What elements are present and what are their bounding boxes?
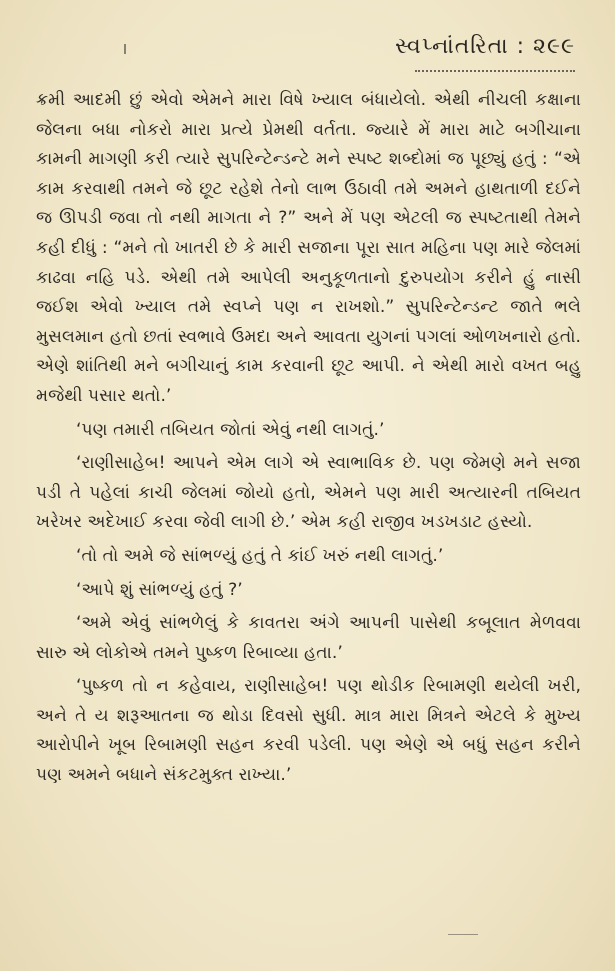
footer-mark — [448, 934, 478, 935]
running-header: સ્વપ્નાંતરિતા : ૨૯૯ — [395, 34, 575, 59]
paragraph-7: ‘પુષ્કળ તો ન કહેવાય, રાણીસાહેબ! પણ થોડીક રિબામણી થયેલી ખરી, અને તે ય શરૂઆતના જ થોડા દિવસો સુધી. માત્ર મારા મિત્રને એટલે કે મુખ્ય આરોપીને ખૂબ રિબામણી સહન કરવી પડેલી. પણ એણે એ બધું સહન કરીને પણ અમને બધાને સંકટમુક્ત રાખ્યા.’ — [36, 676, 581, 786]
paragraph-5: ‘આપે શું સાંભળ્યું હતું ?’ — [76, 579, 243, 600]
header-rule — [415, 70, 575, 72]
page-body — [36, 86, 581, 795]
paragraph-1: ક્રમી આદમી છું એવો એમને મારા વિષે ખ્યાલ બંધાયેલો. એથી નીચલી કક્ષાના જેલના બધા નોકરો મારા પ્રત્યે પ્રેમથી વર્તતા. જ્યારે મેં મારા માટે બગીચાના કામની માગણી કરી ત્યારે સુપરિન્ટેન્ડન્ટે મને સ્પષ્ટ શબ્દોમાં જ પૂછ્યું હતું : “એ કામ કરવાથી તમને જે છૂટ રહેશે તેનો લાભ ઉઠાવી તમે અમને હાથતાળી દઈને જ ઊપડી જવા તો નથી માગતા ને ?” અને મેં પણ એટલી જ સ્પષ્ટતાથી તેમને કહી દીધું : “મને તો ખાતરી છે કે મારી સજાના પૂરા સાત મહિના પણ મારે જેલમાં કાઢવા નહિ પડે. એથી તમે આપેલી અનુકૂળતાનો દુરુપયોગ કરીને હું નાસી જઈશ એવો ખ્યાલ તમે સ્વપ્ને પણ ન રાખશો.” સુપરિન્ટેન્ડન્ટ જાતે ભલે મુસલમાન હતો છતાં સ્વભાવે ઉમદા અને આવતા યુગનાં પગલાં ઓળખનારો હતો. એણે શાંતિથી મને બગીચાનું કામ કરવાની છૂટ આપી. ને એથી મારો વખત બહુ મજેથી પસાર થતો.’ — [36, 90, 581, 406]
paragraph-2: ‘પણ તમારી તબિયત જોતાં એવું નથી લાગતું.’ — [76, 419, 385, 440]
paragraph-4: ‘તો તો અમે જે સાંભળ્યું હતું તે કાંઈ ખરું નથી લાગતું.’ — [76, 545, 444, 566]
paragraph-3: ‘રાણીસાહેબ! આપને એમ લાગે એ સ્વાભાવિક છે. પણ જેમણે મને સજા પડી તે પહેલાં કાચી જેલમાં જોયો હતો, એમને પણ મારી અત્યારની તબિયત ખરેખર અદેખાઈ કરવા જેવી લાગી છે.’ એમ કહી રાજીવ ખડખડાટ હસ્યો. — [36, 453, 581, 533]
paragraph-6: ‘અમે એવું સાંભળેલું કે કાવતરા અંગે આપની પાસેથી કબૂલાત મેળવવા સારુ એ લોકોએ તમને પુષ્કળ રિબાવ્યા હતા.’ — [36, 613, 581, 663]
margin-mark — [124, 44, 126, 54]
